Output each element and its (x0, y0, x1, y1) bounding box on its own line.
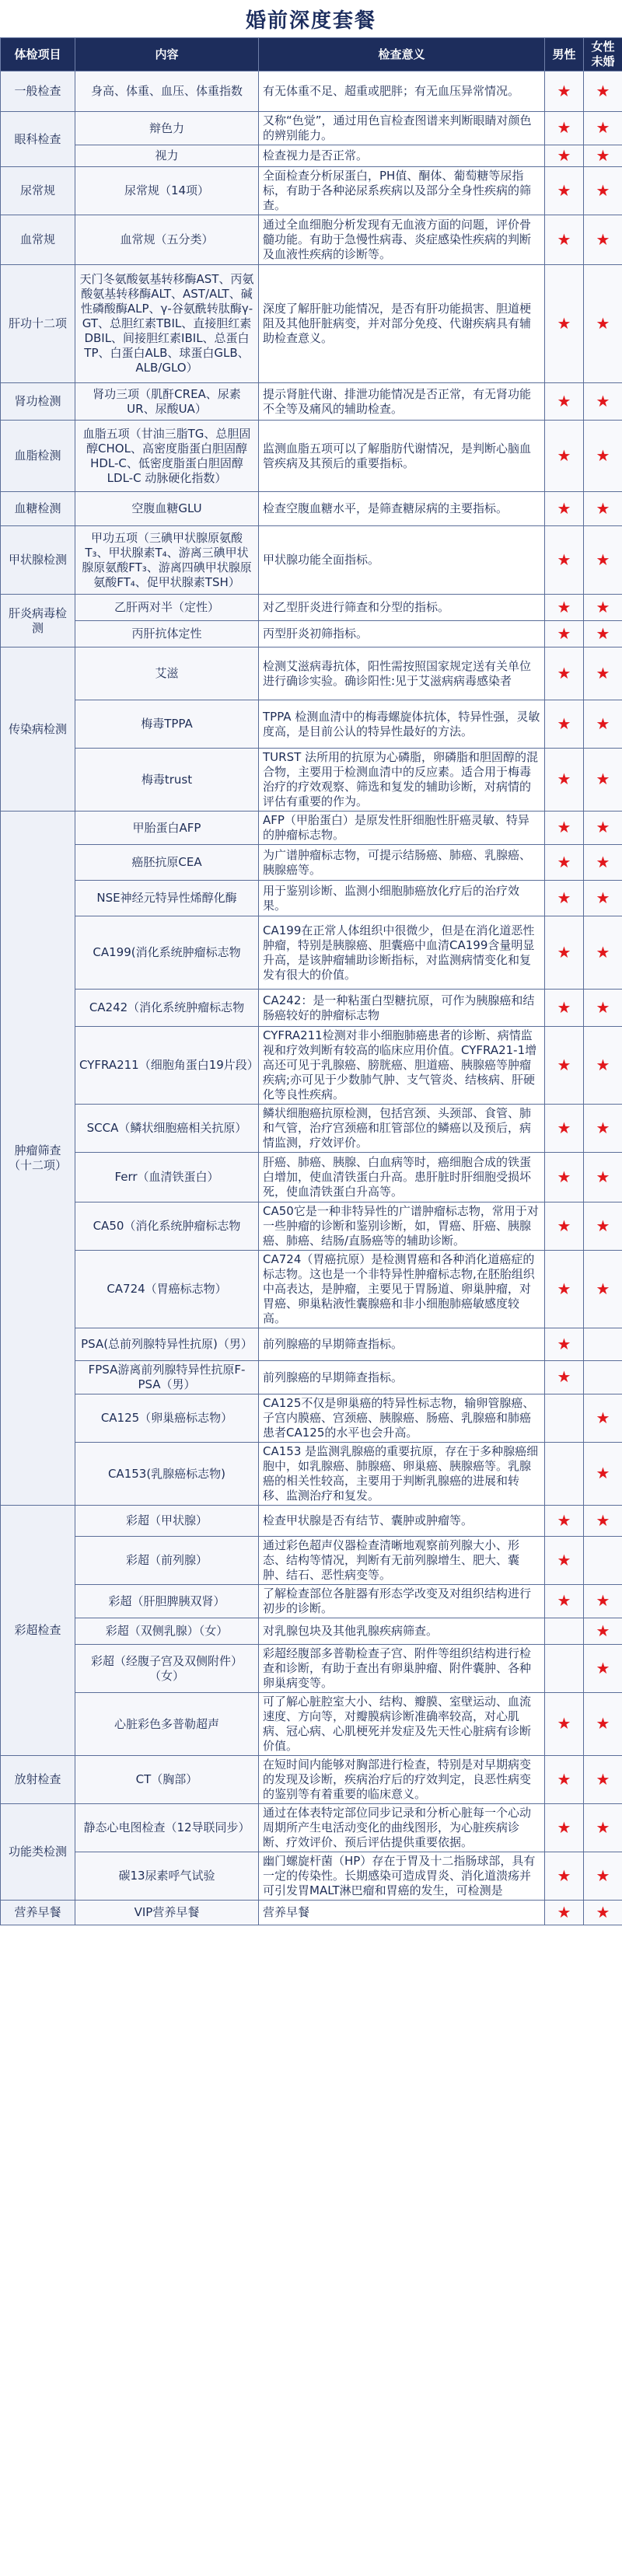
item-cell: 肾功三项（肌酐CREA、尿素UR、尿酸UA） (75, 383, 259, 421)
star-icon: ★ (557, 313, 571, 333)
item-cell: PSA(总前列腺特异性抗原)（男） (75, 1328, 259, 1361)
male-cell (545, 1537, 584, 1585)
header-category: 体检项目 (1, 38, 75, 72)
meaning-cell: AFP（甲胎蛋白）是原发性肝细胞性肝癌灵敏、特异的肿瘤标志物。 (259, 812, 545, 845)
item-cell: CT（胸部） (75, 1756, 259, 1804)
meaning-cell: 幽门螺旋杆菌（HP）存在于胃及十二指肠球部，具有一定的传染性。长期感染可造成胃炎、消化道溃疡并可引发胃MALT淋巴瘤和胃癌的发生，可检测是 (259, 1852, 545, 1901)
star-icon: ★ (596, 1866, 610, 1885)
star-icon: ★ (557, 997, 571, 1017)
star-icon: ★ (596, 1055, 610, 1074)
female-cell (584, 845, 622, 881)
meaning-cell: 在短时间内能够对胸部进行检查，特别是对早期病变的发现及诊断，疾病治疗后的疗效判定，良恶性病变的鉴别等有着重要的临床意义。 (259, 1756, 545, 1804)
star-icon: ★ (596, 445, 610, 465)
star-icon: ★ (557, 1550, 571, 1569)
star-icon: ★ (596, 1591, 610, 1610)
male-cell (545, 1585, 584, 1618)
female-cell (584, 1804, 622, 1852)
item-cell: 甲胎蛋白AFP (75, 812, 259, 845)
female-cell (584, 112, 622, 145)
table-header-row (1, 38, 622, 72)
female-cell (584, 1394, 622, 1443)
female-cell (584, 1618, 622, 1645)
header-male: 男性 (545, 38, 584, 72)
meaning-cell: CA199在正常人体组织中很微少，但是在消化道恶性肿瘤，特别是胰腺癌、胆囊癌中血清CA199含量明显升高，是该肿瘤辅助诊断指标，对监测病情变化和复发有很大的价值。 (259, 916, 545, 990)
table-row (1, 1443, 622, 1506)
meaning-cell: 对乳腺包块及其他乳腺疾病筛查。 (259, 1618, 545, 1645)
star-icon: ★ (596, 663, 610, 682)
male-cell (545, 845, 584, 881)
star-icon: ★ (596, 623, 610, 643)
star-icon: ★ (596, 714, 610, 733)
male-cell (545, 1506, 584, 1537)
item-cell: 甲功五项（三碘甲状腺原氨酸T₃、甲状腺素T₄、游离三碘甲状腺原氨酸FT₃、游离四碘甲状腺原氨酸FT₄、促甲状腺素TSH） (75, 526, 259, 595)
item-cell: CA153(乳腺癌标志物) (75, 1443, 259, 1506)
star-icon: ★ (596, 597, 610, 616)
male-cell (545, 383, 584, 421)
male-cell (545, 526, 584, 595)
item-cell: 艾滋 (75, 647, 259, 700)
table-row (1, 145, 622, 167)
male-cell (545, 1901, 584, 1925)
meaning-cell: CA50它是一种非特异性的广谱肿瘤标志物，常用于对一些肿瘤的诊断和鉴别诊断，如，胃癌、肝癌、胰腺癌、肺癌、结肠/直肠癌等的辅助诊断。 (259, 1202, 545, 1251)
category-cell: 放射检查 (1, 1756, 75, 1804)
meaning-cell: 肝癌、肺癌、胰腺、白血病等时，癌细胞合成的铁蛋白增加，使血清铁蛋白升高。患肝脏时肝细胞受损坏死，使血清铁蛋白升高等。 (259, 1153, 545, 1202)
item-cell: VIP营养早餐 (75, 1901, 259, 1925)
item-cell: 辩色力 (75, 112, 259, 145)
male-cell (545, 1645, 584, 1693)
category-cell: 肝功十二项 (1, 265, 75, 383)
male-cell (545, 595, 584, 621)
table-row (1, 1361, 622, 1394)
male-cell (545, 1618, 584, 1645)
table-row (1, 1693, 622, 1756)
male-cell (545, 1027, 584, 1105)
star-icon: ★ (596, 145, 610, 165)
item-cell: 彩超（经腹子宫及双侧附件）（女） (75, 1645, 259, 1693)
star-icon: ★ (596, 118, 610, 137)
female-cell (584, 1585, 622, 1618)
male-cell (545, 700, 584, 749)
meaning-cell: 为广谱肿瘤标志物，可提示结肠癌、肺癌、乳腺癌、胰腺癌等。 (259, 845, 545, 881)
star-icon: ★ (557, 81, 571, 100)
meaning-cell: 检测艾滋病毒抗体，阳性需按照国家规定送有关单位进行确诊实验。确诊阳性:见于艾滋病病毒感染者 (259, 647, 545, 700)
table-row (1, 215, 622, 265)
female-cell (584, 1645, 622, 1693)
star-icon: ★ (596, 818, 610, 836)
item-cell: CYFRA211（细胞角蛋白19片段） (75, 1027, 259, 1105)
item-cell: FPSA游离前列腺特异性抗原F-PSA（男） (75, 1361, 259, 1394)
table-row (1, 1328, 622, 1361)
table-row (1, 1901, 622, 1925)
star-icon: ★ (596, 498, 610, 518)
item-cell: 彩超（甲状腺） (75, 1506, 259, 1537)
category-cell: 一般检查 (1, 72, 75, 112)
table-row (1, 1506, 622, 1537)
item-cell: 尿常规（14项） (75, 167, 259, 215)
table-row (1, 265, 622, 383)
female-cell (584, 1202, 622, 1251)
meaning-cell: 检查甲状腺是否有结节、囊肿或肿瘤等。 (259, 1506, 545, 1537)
meaning-cell: 丙型肝炎初筛指标。 (259, 621, 545, 647)
star-icon: ★ (557, 623, 571, 643)
star-icon: ★ (596, 1464, 610, 1482)
meaning-cell: 提示肾脏代谢、排泄功能情况是否正常，有无肾功能不全等及痛风的辅助检查。 (259, 383, 545, 421)
table-row (1, 421, 622, 492)
category-cell: 肿瘤筛查（十二项） (1, 812, 75, 1506)
star-icon: ★ (557, 118, 571, 137)
female-cell (584, 812, 622, 845)
star-icon: ★ (596, 1902, 610, 1922)
male-cell (545, 647, 584, 700)
item-cell: CA724（胃癌标志物） (75, 1251, 259, 1328)
item-cell: 梅毒trust (75, 749, 259, 812)
category-cell: 血脂检测 (1, 421, 75, 492)
meaning-cell: 通过在体表特定部位同步记录和分析心脏每一个心动周期所产生电活动变化的曲线图形，为心脏疾病诊断、疗效评价、预后评估提供重要依据。 (259, 1804, 545, 1852)
star-icon: ★ (596, 81, 610, 100)
female-cell (584, 881, 622, 916)
female-cell (584, 1105, 622, 1153)
meaning-cell: 检查视力是否正常。 (259, 145, 545, 167)
star-icon: ★ (557, 597, 571, 616)
meaning-cell: 监测血脂五项可以了解脂肪代谢情况，是判断心脑血管疾病及其预后的重要指标。 (259, 421, 545, 492)
star-icon: ★ (557, 770, 571, 788)
star-icon: ★ (596, 1510, 610, 1530)
meaning-cell: 通过全血细胞分析发现有无血液方面的问题，评价骨髓功能。有助于急慢性病毒、炎症感染性疾病的判断及血液性疾病的诊断等。 (259, 215, 545, 265)
item-cell: 碳13尿素呼气试验 (75, 1852, 259, 1901)
star-icon: ★ (557, 445, 571, 465)
table-row (1, 1852, 622, 1901)
table-row (1, 1756, 622, 1804)
star-icon: ★ (557, 498, 571, 518)
table-row (1, 749, 622, 812)
item-cell: CA125（卵巢癌标志物） (75, 1394, 259, 1443)
page-title: 婚前深度套餐 (245, 9, 376, 33)
item-cell: 癌胚抗原CEA (75, 845, 259, 881)
star-icon: ★ (557, 180, 571, 200)
star-icon: ★ (596, 391, 610, 410)
header-meaning: 检查意义 (259, 38, 545, 72)
star-icon: ★ (557, 1334, 571, 1353)
star-icon: ★ (596, 1621, 610, 1640)
star-icon: ★ (557, 1216, 571, 1235)
star-icon: ★ (596, 1408, 610, 1427)
star-icon: ★ (557, 391, 571, 410)
category-cell: 彩超检查 (1, 1506, 75, 1756)
male-cell (545, 421, 584, 492)
category-cell: 甲状腺检测 (1, 526, 75, 595)
category-cell: 传染病检测 (1, 647, 75, 812)
table-row (1, 1202, 622, 1251)
table-row (1, 621, 622, 647)
female-cell (584, 990, 622, 1027)
table-row (1, 1153, 622, 1202)
meaning-cell: 深度了解肝脏功能情况，是否有肝功能损害、胆道梗阻及其他肝脏病变，并对部分免疫、代谢疾病具有辅助检查意义。 (259, 265, 545, 383)
male-cell (545, 1443, 584, 1506)
female-cell (584, 1901, 622, 1925)
table-row (1, 595, 622, 621)
male-cell (545, 990, 584, 1027)
male-cell (545, 1756, 584, 1804)
item-cell: CA199(消化系统肿瘤标志物 (75, 916, 259, 990)
item-cell: 丙肝抗体定性 (75, 621, 259, 647)
star-icon: ★ (596, 1118, 610, 1137)
female-cell (584, 1443, 622, 1506)
table-row (1, 1585, 622, 1618)
female-cell (584, 1693, 622, 1756)
star-icon: ★ (557, 818, 571, 836)
star-icon: ★ (557, 852, 571, 871)
male-cell (545, 881, 584, 916)
table-row (1, 845, 622, 881)
star-icon: ★ (596, 1714, 610, 1733)
meaning-cell: 可了解心脏腔室大小、结构、瓣膜、室壁运动、血流速度、方向等，对瓣膜病诊断准确率较高，对心肌病、冠心病、心肌梗死并发症及先天性心脏病有诊断价值。 (259, 1693, 545, 1756)
female-cell (584, 700, 622, 749)
item-cell: 空腹血糖GLU (75, 492, 259, 526)
table-row (1, 526, 622, 595)
table-row (1, 881, 622, 916)
meaning-cell: TPPA 检测血清中的梅毒螺旋体抗体，特异性强，灵敏度高，是目前公认的特异性最好的方法。 (259, 700, 545, 749)
star-icon: ★ (557, 663, 571, 682)
table-row (1, 1251, 622, 1328)
star-icon: ★ (557, 1510, 571, 1530)
star-icon: ★ (596, 1658, 610, 1677)
meaning-cell: 检查空腹血糖水平，是筛查糖尿病的主要指标。 (259, 492, 545, 526)
male-cell (545, 1328, 584, 1361)
star-icon: ★ (596, 1769, 610, 1789)
male-cell (545, 812, 584, 845)
star-icon: ★ (557, 550, 571, 569)
female-cell (584, 647, 622, 700)
table-row (1, 112, 622, 145)
star-icon: ★ (557, 1591, 571, 1610)
female-cell (584, 145, 622, 167)
item-cell: 乙肝两对半（定性） (75, 595, 259, 621)
female-cell (584, 1537, 622, 1585)
meaning-cell: 前列腺癌的早期筛查指标。 (259, 1328, 545, 1361)
meaning-cell: CA242：是一种粘蛋白型糖抗原，可作为胰腺癌和结肠癌较好的肿瘤标志物 (259, 990, 545, 1027)
table-row (1, 1394, 622, 1443)
star-icon: ★ (557, 1714, 571, 1733)
item-cell: 彩超（双侧乳腺）（女） (75, 1618, 259, 1645)
table-row (1, 916, 622, 990)
star-icon: ★ (596, 550, 610, 569)
table-row (1, 700, 622, 749)
female-cell (584, 492, 622, 526)
header-content: 内容 (75, 38, 259, 72)
female-cell (584, 1251, 622, 1328)
item-cell: Ferr（血清铁蛋白） (75, 1153, 259, 1202)
table-row (1, 383, 622, 421)
star-icon: ★ (557, 145, 571, 165)
meaning-cell: 用于鉴别诊断、监测小细胞肺癌放化疗后的治疗效果。 (259, 881, 545, 916)
meaning-cell: 鳞状细胞癌抗原检测，包括宫颈、头颈部、食管、肺和气管，治疗宫颈癌和肛管部位的鳞癌以及预后，病情监测，疗效评价。 (259, 1105, 545, 1153)
star-icon: ★ (596, 313, 610, 333)
item-cell: 视力 (75, 145, 259, 167)
female-cell (584, 383, 622, 421)
table-row (1, 492, 622, 526)
star-icon: ★ (557, 888, 571, 907)
star-icon: ★ (557, 1902, 571, 1922)
table-row (1, 1105, 622, 1153)
item-cell: 彩超（肝胆脾胰双肾） (75, 1585, 259, 1618)
meaning-cell: 对乙型肝炎进行筛查和分型的指标。 (259, 595, 545, 621)
item-cell: 身高、体重、血压、体重指数 (75, 72, 259, 112)
male-cell (545, 1852, 584, 1901)
star-icon: ★ (596, 180, 610, 200)
item-cell: CA242（消化系统肿瘤标志物 (75, 990, 259, 1027)
item-cell: SCCA（鳞状细胞癌相关抗原） (75, 1105, 259, 1153)
table-row (1, 167, 622, 215)
table-row (1, 1618, 622, 1645)
male-cell (545, 621, 584, 647)
item-cell: 天门冬氨酸氨基转移酶AST、丙氨酸氨基转移酶ALT、AST/ALT、碱性磷酸酶ALP、γ-谷氨酰转肽酶γ-GT、总胆红素TBIL、直接胆红素DBIL、间接胆红素IBIL、总蛋白TP、白蛋白ALB、球蛋白GLB、ALB/GLO） (75, 265, 259, 383)
female-cell (584, 1328, 622, 1361)
table-row (1, 990, 622, 1027)
table-row (1, 647, 622, 700)
star-icon: ★ (596, 1817, 610, 1837)
male-cell (545, 112, 584, 145)
star-icon: ★ (596, 1279, 610, 1298)
female-cell (584, 595, 622, 621)
category-cell: 眼科检查 (1, 112, 75, 167)
meaning-cell: 彩超经腹部多普勒检查子宫、附件等组织结构进行检查和诊断，有助于查出有卵巢肿瘤、附件囊肿、各种卵巢病变等。 (259, 1645, 545, 1693)
female-cell (584, 265, 622, 383)
item-cell: 心脏彩色多普勒超声 (75, 1693, 259, 1756)
male-cell (545, 1394, 584, 1443)
item-cell: 梅毒TPPA (75, 700, 259, 749)
male-cell (545, 1251, 584, 1328)
female-cell (584, 215, 622, 265)
meaning-cell: CA125不仅是卵巢癌的特异性标志物，输卵管腺癌、子宫内膜癌、宫颈癌、胰腺癌、肠癌、乳腺癌和肺癌患者CA125的水平也会升高。 (259, 1394, 545, 1443)
meaning-cell: 又称“色觉”，通过用色盲检查图谱来判断眼睛对颜色的辨别能力。 (259, 112, 545, 145)
female-cell (584, 1361, 622, 1394)
female-cell (584, 526, 622, 595)
table-body (1, 72, 622, 1925)
category-cell: 营养早餐 (1, 1901, 75, 1925)
star-icon: ★ (596, 770, 610, 788)
star-icon: ★ (557, 1118, 571, 1137)
table-row (1, 812, 622, 845)
male-cell (545, 72, 584, 112)
category-cell: 肾功检测 (1, 383, 75, 421)
meaning-cell: 通过彩色超声仪器检查清晰地观察前列腺大小、形态、结构等情况，判断有无前列腺增生、肥大、囊肿、结石、恶性病变等。 (259, 1537, 545, 1585)
male-cell (545, 265, 584, 383)
table-row (1, 72, 622, 112)
male-cell (545, 1153, 584, 1202)
star-icon: ★ (557, 942, 571, 962)
category-cell: 血常规 (1, 215, 75, 265)
female-cell (584, 621, 622, 647)
meaning-cell: TURST 法所用的抗原为心磷脂，卵磷脂和胆固醇的混合物，主要用于检测血清中的反应素。适合用于梅毒治疗的疗效观察、筛选和复发的辅助诊断，对病情的评估有重要的作为。 (259, 749, 545, 812)
star-icon: ★ (557, 1866, 571, 1885)
meaning-cell: 营养早餐 (259, 1901, 545, 1925)
star-icon: ★ (596, 942, 610, 962)
header-female-unmarried: 女性未婚 (584, 38, 622, 72)
table-row (1, 1645, 622, 1693)
meaning-cell: 前列腺癌的早期筛查指标。 (259, 1361, 545, 1394)
star-icon: ★ (596, 1167, 610, 1186)
male-cell (545, 1361, 584, 1394)
female-cell (584, 1506, 622, 1537)
meaning-cell: 有无体重不足、超重或肥胖；有无血压异常情况。 (259, 72, 545, 112)
item-cell: 血常规（五分类） (75, 215, 259, 265)
star-icon: ★ (557, 1769, 571, 1789)
star-icon: ★ (557, 1279, 571, 1298)
female-cell (584, 1756, 622, 1804)
meaning-cell: CYFRA211检测对非小细胞肺癌患者的诊断、病情监视和疗效判断有较高的临床应用价值。CYFRA21-1增高还可见于乳腺癌、膀胱癌、胆道癌、胰腺癌等肿瘤疾病;亦可见于少数肺气肿、支气管炎、结核病、肝硬化等良性疾病。 (259, 1027, 545, 1105)
meaning-cell: CA724（胃癌抗原）是检测胃癌和各种消化道癌症的标志物。这也是一个非特异性肿瘤标志物,在胚胎组织中高表达，是肿瘤，主要见于胃肠道、卵巢肿瘤，对胃癌、卵巢粘液性囊腺癌和非小细胞肺癌敏感度较高。 (259, 1251, 545, 1328)
male-cell (545, 492, 584, 526)
male-cell (545, 145, 584, 167)
female-cell (584, 72, 622, 112)
item-cell: 血脂五项（甘油三脂TG、总胆固醇CHOL、高密度脂蛋白胆固醇HDL-C、低密度脂蛋白胆固醇LDL-C 动脉硬化指数） (75, 421, 259, 492)
item-cell: CA50（消化系统肿瘤标志物 (75, 1202, 259, 1251)
female-cell (584, 749, 622, 812)
male-cell (545, 1693, 584, 1756)
category-cell: 血糖检测 (1, 492, 75, 526)
star-icon: ★ (596, 997, 610, 1017)
male-cell (545, 167, 584, 215)
item-cell: 静态心电图检查（12导联同步） (75, 1804, 259, 1852)
package-table (0, 37, 622, 1925)
meaning-cell: CA153 是监测乳腺癌的重要抗原，存在于多种腺癌细胞中，如乳腺癌、肺腺癌、卵巢癌、胰腺癌等。乳腺癌的相关性较高，主要用于判断乳腺癌的进展和转移、监测治疗和复发。 (259, 1443, 545, 1506)
star-icon: ★ (557, 714, 571, 733)
male-cell (545, 215, 584, 265)
table-row (1, 1027, 622, 1105)
male-cell (545, 749, 584, 812)
female-cell (584, 1153, 622, 1202)
table-row (1, 1537, 622, 1585)
star-icon: ★ (596, 852, 610, 871)
category-cell: 尿常规 (1, 167, 75, 215)
female-cell (584, 167, 622, 215)
star-icon: ★ (596, 1216, 610, 1235)
male-cell (545, 1105, 584, 1153)
category-cell: 肝炎病毒检测 (1, 595, 75, 647)
meaning-cell: 甲状腺功能全面指标。 (259, 526, 545, 595)
male-cell (545, 916, 584, 990)
meaning-cell: 了解检查部位各脏器有形态学改变及对组织结构进行初步的诊断。 (259, 1585, 545, 1618)
female-cell (584, 421, 622, 492)
star-icon: ★ (557, 1367, 571, 1386)
star-icon: ★ (557, 1055, 571, 1074)
male-cell (545, 1804, 584, 1852)
star-icon: ★ (557, 1167, 571, 1186)
female-cell (584, 1027, 622, 1105)
male-cell (545, 1202, 584, 1251)
item-cell: NSE神经元特异性烯醇化酶 (75, 881, 259, 916)
star-icon: ★ (596, 888, 610, 907)
category-cell: 功能类检测 (1, 1804, 75, 1901)
female-cell (584, 1852, 622, 1901)
star-icon: ★ (557, 1817, 571, 1837)
item-cell: 彩超（前列腺） (75, 1537, 259, 1585)
female-cell (584, 916, 622, 990)
table-row (1, 1804, 622, 1852)
star-icon: ★ (596, 229, 610, 249)
meaning-cell: 全面检查分析尿蛋白，PH值、酮体、葡萄糖等尿指标，有助于各种泌尿系疾病以及部分全身性疾病的筛查。 (259, 167, 545, 215)
star-icon: ★ (557, 229, 571, 249)
